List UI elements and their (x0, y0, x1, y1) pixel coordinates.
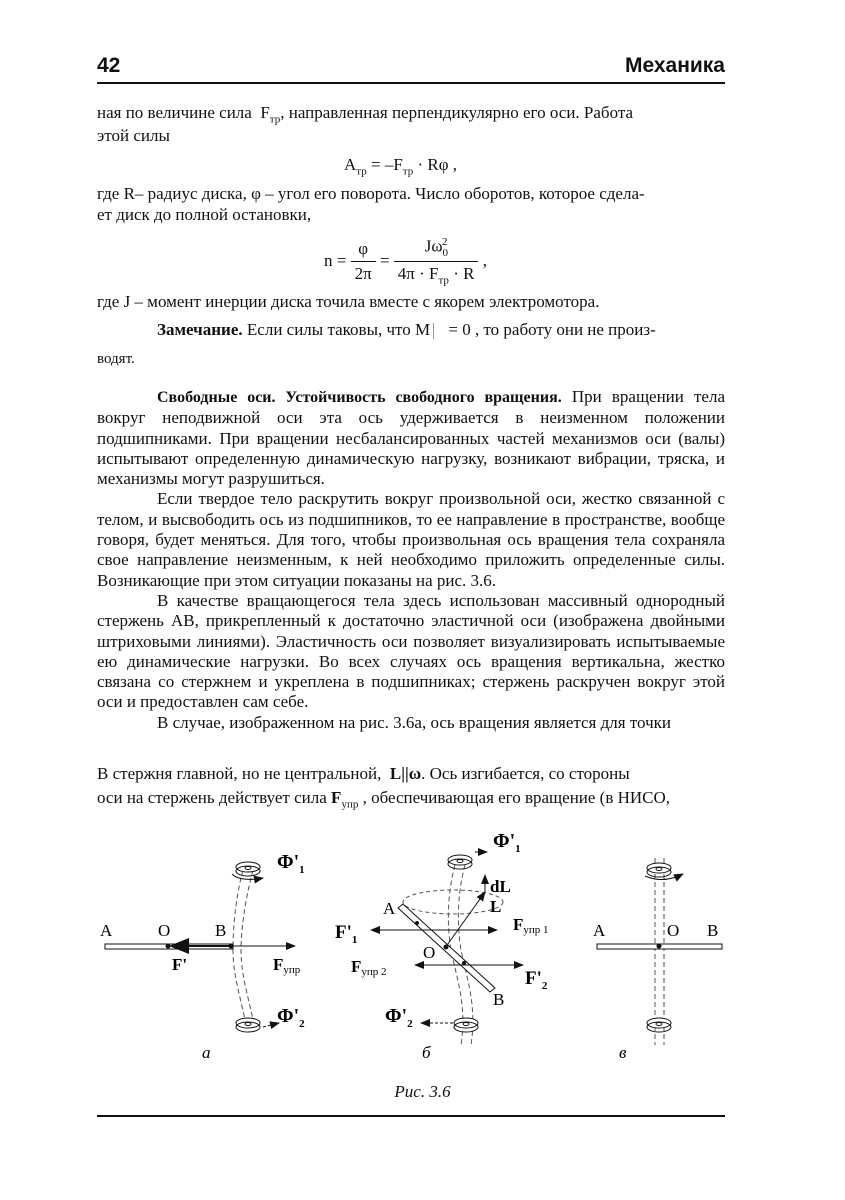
paragraph-free-axes: Свободные оси. Устойчивость свободного вращения. При вращении тела вокруг неподвижной оси эта ось удерживается в неизменном положении подшипниками. При вращении несбалансированных частей механизмов оси (валы) испытывают определенную динамическую нагрузку, возникают вибрации, тряска, и механизмы могут разрушиться. Если твердое тело раскрутить вокруг произвольной оси, жестко связанной с телом, и высвободить ось из подшипников, то ее направление в пространстве, вообще говоря, будет меняться. Для того, чтобы произвольная ось вращения тела сохраняла свое направление неизменным, к ней необходимо приложить определенные силы. Возникающие при этом ситуации показаны на рис. 3.6. В качестве вращающегося тела здесь использован массивный однородный стержень AB, прикрепленный к достаточно эластичной оси (изображена двойными штриховыми линиями). Эластичность оси позволяет визуализировать испытываемые ею динамические нагрузки. Во всех случаях ось вращения вертикальна, жестко связана со стержнем и укреплена в подшипниках; стержень раскручен вокруг этой оси и предоставлен сам себе. В случае, изображенном на рис. 3.6а, ось вращения является для точки (97, 387, 726, 732)
figure-caption: Рис. 3.6 (394, 1082, 451, 1101)
footer-rule (97, 1115, 725, 1117)
label-b-F2: $F'_2$ (525, 968, 548, 992)
label-b-Fupr2: Fупр 2 (351, 957, 387, 978)
label-b-L: L (490, 897, 502, 916)
phi1-b-label: $\Phi'_1$ (493, 830, 521, 855)
note-end: водят. (97, 351, 135, 367)
label-b-dL: dL (490, 877, 511, 896)
label-b-Fupr1: Fупр 1 (513, 915, 549, 936)
text-line-lw: B стержня главной, но не центральной, L||ω. Ось изгибается, со стороны (97, 764, 630, 783)
label-b-A: A (383, 899, 396, 918)
text-line-3: где R– радиус диска, φ – угол его поворота. Число оборотов, которое сдела- (97, 184, 645, 203)
phi1-a-label: $\Phi'_1$ (277, 851, 305, 876)
label-a-B: B (215, 921, 227, 940)
section-title: Механика (624, 54, 725, 77)
phi2-a-label: $\Phi'_2$ (277, 1005, 305, 1030)
header-rule (97, 82, 725, 84)
equation-revolutions: n = $\frac{\varphi}{2\pi}$ = $\frac{J\omega_0^2}{4\pi \cdot F_{тр} \cdot R}$ , (324, 236, 487, 287)
panel-b (335, 830, 549, 1062)
equation-work: $A_{тр} = -F_{тр} \cdot R\varphi$ , (344, 155, 458, 178)
label-a-Fupr: Fупр (273, 955, 301, 976)
label-a-Fprime: F' (172, 955, 188, 974)
text-line-5: где J – момент инерции диска точила вместе с якорем электромотора. (97, 292, 600, 311)
precession-ellipse (403, 890, 503, 914)
label-c-B: B (707, 921, 719, 940)
label-a-O: O (158, 921, 171, 940)
label-a-A: A (100, 921, 113, 940)
axis-a-right (241, 870, 253, 1020)
page-header (97, 50, 725, 86)
label-b-O: O (423, 943, 436, 962)
label-b-F1: $F'_1$ (335, 922, 358, 946)
figure-3-6 (95, 820, 735, 1070)
arrow-b-L (445, 892, 485, 948)
axis-a-left (233, 870, 245, 1020)
panel-c (593, 858, 722, 1062)
label-b-B: B (493, 990, 505, 1009)
panel-b-label: б (422, 1043, 431, 1062)
label-c-O: O (667, 921, 680, 940)
panel-a (100, 851, 305, 1062)
text-line-1: ная по величине сила $F_{тр}$, направленная перпендикулярно его оси. Работа (97, 103, 634, 126)
text-line-fupr: оси на стержень действует сила $F_{упр}$ , обеспечивающая его вращение (в НИСО, (97, 788, 671, 811)
label-c-A: A (593, 921, 606, 940)
text-line-4: ет диск до полной остановки, (97, 205, 312, 224)
panel-c-label: в (619, 1043, 627, 1062)
page-number: 42 (97, 54, 121, 77)
panel-a-label: а (202, 1043, 211, 1062)
note-line: Замечание. Если силы таковы, что M = 0 , то работу они не произ- (157, 320, 656, 339)
phi2-b-label: $\Phi'_2$ (385, 1005, 413, 1030)
text-line-2: этой силы (97, 126, 170, 145)
